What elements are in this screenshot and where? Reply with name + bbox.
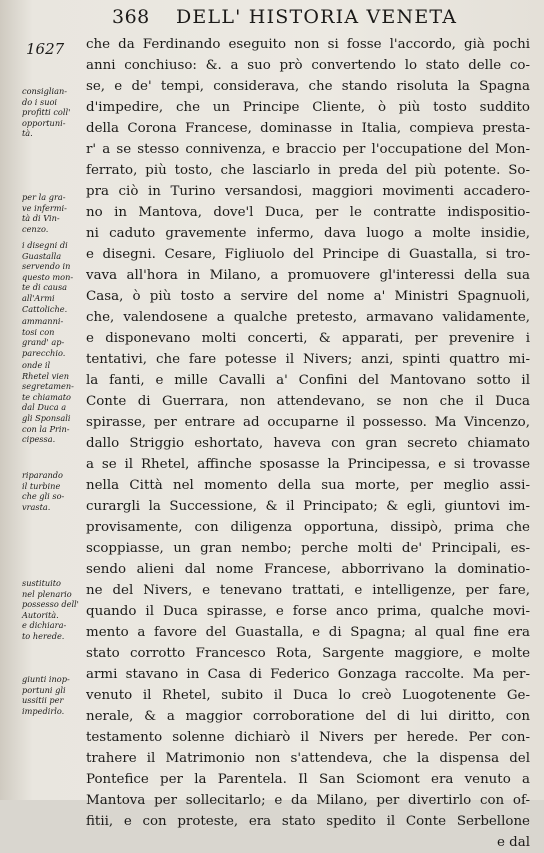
text-line: e disegni. Cesare, Figliuolo del Principe di Guastalla, si tro-: [86, 247, 530, 262]
year-marginal: 1627: [26, 40, 65, 58]
text-line: vava all'hora in Milano, a promuovere gl'interessi della sua: [86, 268, 530, 283]
text-line: ne del Nivers, e tenevano trattati, e intelligenze, per fare,: [86, 583, 530, 598]
page-number: 368: [112, 6, 150, 28]
text-line: armi stavano in Casa di Federico Gonzaga raccolte. Ma per-: [86, 667, 530, 682]
text-line: che, valendosene a qualche pretesto, armavano validamente,: [86, 310, 530, 325]
margin-note: ammanni- tosi con grand' ap- parecchio.: [22, 316, 66, 358]
text-line: ni caduto gravemente infermo, dava luogo a molte insidie,: [86, 226, 530, 241]
text-line: ferrato, più tosto, che lasciarlo in preda del più potente. So-: [86, 163, 530, 178]
text-line: d'impedire, che un Principe Cliente, ò più tosto suddito: [86, 100, 530, 115]
margin-note: riparando il turbine che gli so- vrasta.: [22, 470, 65, 512]
margin-note: i disegni di Guastalla servendo in questo mon- te di causa all'Armi Cattoliche.: [22, 240, 74, 314]
text-line: Conte di Guerrara, non attendevano, se non che il Duca: [86, 394, 530, 409]
margin-note: consiglian- do i suoi profitti coll' opportuni- tà.: [22, 86, 71, 139]
margin-note: per la gra- ve infermi- tà di Vin- cenzo.: [22, 192, 67, 234]
running-head: [84, 4, 540, 30]
body-text: [86, 34, 530, 853]
text-line: nella Città nel momento della sua morte, per meglio assi-: [86, 478, 530, 493]
text-line: stato corrotto Francesco Rota, Sargente maggiore, e molte: [86, 646, 530, 661]
text-line: e disponevano molti concerti, & apparati, per prevenire i: [86, 331, 530, 346]
text-line: nerale, & a maggior corroboratione del di lui diritto, con: [86, 709, 530, 724]
text-line: trahere il Matrimonio non s'attendeva, che la dispensa del: [86, 751, 530, 766]
text-line: a se il Rhetel, affinche sposasse la Principessa, e si trovasse: [86, 457, 530, 472]
text-line: la fanti, e mille Cavalli a' Confini del Mantovano sotto il: [86, 373, 530, 388]
text-line: della Corona Francese, dominasse in Italia, compieva presta-: [86, 121, 530, 136]
margin-note: giunti inop- portuni gli ussitii per impedirlo.: [22, 674, 70, 716]
text-line: se, e de' tempi, considerava, che stando risoluta la Spagna: [86, 79, 530, 94]
text-line: pra ciò in Turino versandosi, maggiori movimenti accadero-: [86, 184, 530, 199]
text-line: quando il Duca spirasse, e forse anco prima, qualche movi-: [86, 604, 530, 619]
text-line: tentativi, che fare potesse il Nivers; anzi, spinti quattro mi-: [86, 352, 530, 367]
text-line: dallo Striggio eshortato, haveva con gran secreto chiamato: [86, 436, 530, 451]
text-line: fitii, e con proteste, era stato spedito il Conte Serbellone: [86, 814, 530, 829]
margin-note: onde il Rhetel vien segretamen- te chiamato dal Duca a gli Sponsali con la Prin- cipessa.: [22, 360, 74, 445]
text-line: spirasse, per entrare ad occuparne il possesso. Ma Vincenzo,: [86, 415, 530, 430]
text-line: testamento solenne dichiarò il Nivers per herede. Per con-: [86, 730, 530, 745]
text-line: curargli la Successione, & il Principato; & egli, giuntovi im-: [86, 499, 530, 514]
text-line: che da Ferdinando eseguito non si fosse l'accordo, già pochi: [86, 37, 530, 52]
text-line: Casa, ò più tosto a servire del nome a' Ministri Spagnuoli,: [86, 289, 530, 304]
catchword: e dal: [496, 835, 530, 850]
text-line: provisamente, con diligenza opportuna, dissipò, prima che: [86, 520, 530, 535]
margin-note: sustituito nel plenario possesso dell' Autorità. e dichiara- to herede.: [22, 578, 79, 641]
running-title: DELL' HISTORIA VENETA: [176, 6, 458, 28]
text-line: mento a favore del Guastalla, e di Spagna; al qual fine era: [86, 625, 530, 640]
text-line: no in Mantova, dove'l Duca, per le contratte indispositio-: [86, 205, 530, 220]
text-line: anni conchiuso: &. a suo prò convertendo lo stato delle co-: [86, 58, 530, 73]
text-line: Pontefice per la Parentela. Il San Sciomont era venuto a: [86, 772, 530, 787]
text-line: Mantova per sollecitarlo; e da Milano, per divertirlo con of-: [86, 793, 530, 808]
text-line: sendo alieni dal nome Francese, abborrivano la dominatio-: [86, 562, 530, 577]
text-line: scoppiasse, un gran nembo; perche molti de' Principali, es-: [86, 541, 530, 556]
text-line: r' a se stesso connivenza, e braccio per l'occupatione del Mon-: [86, 142, 530, 157]
text-line: venuto il Rhetel, subito il Duca lo creò Luogotenente Ge-: [86, 688, 530, 703]
